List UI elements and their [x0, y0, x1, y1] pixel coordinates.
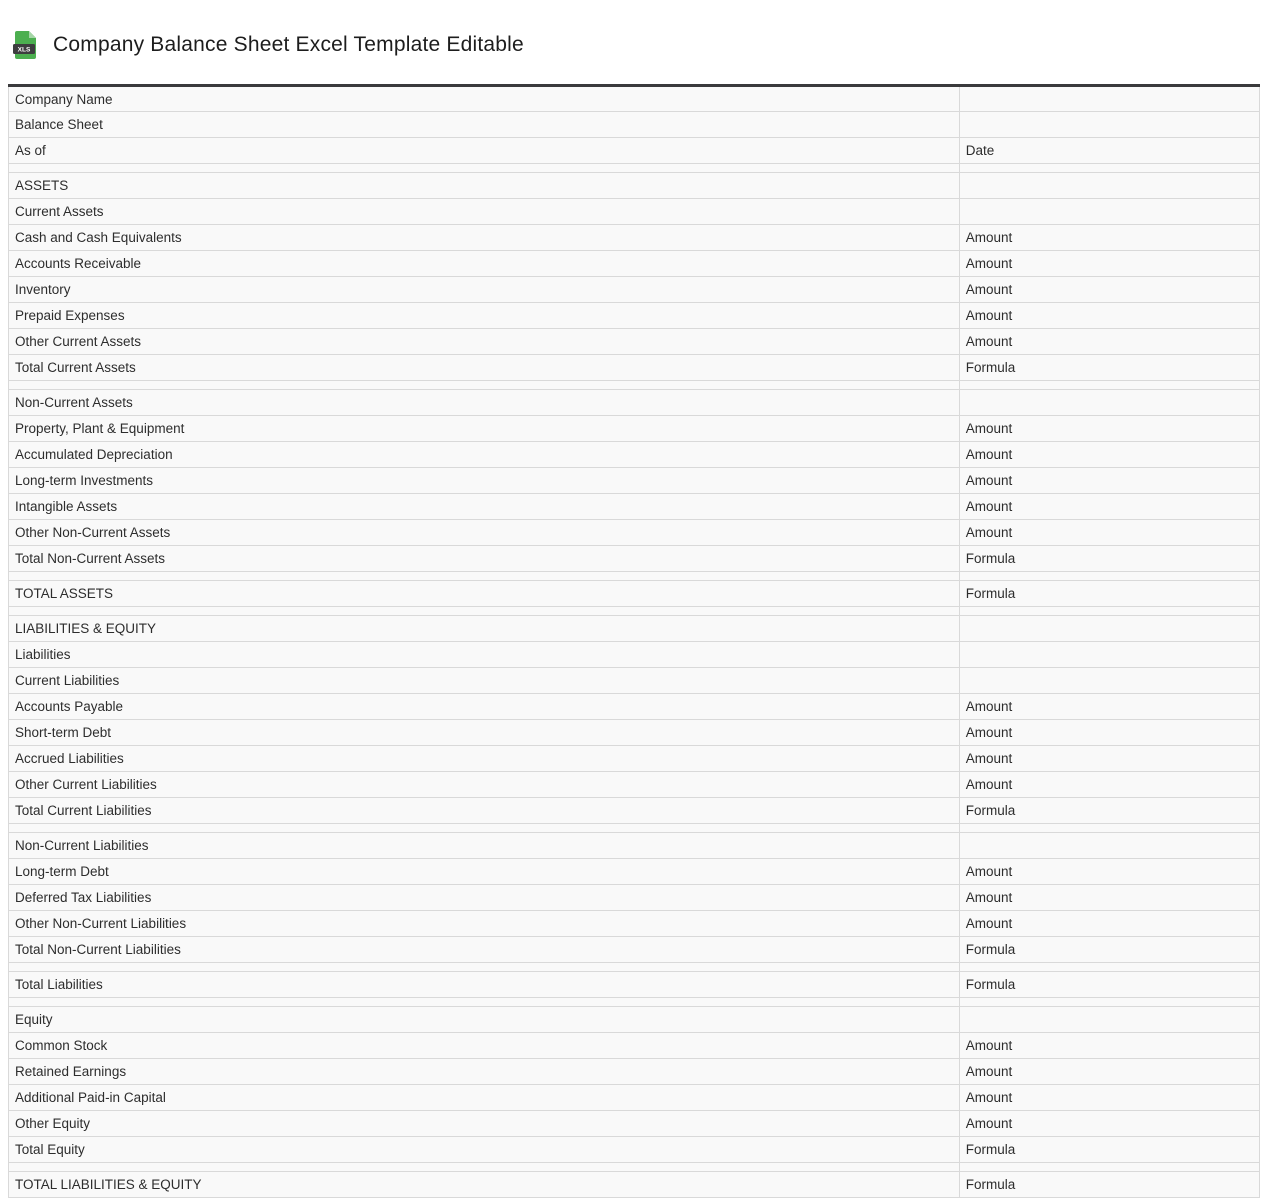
spacer-label-cell [9, 381, 960, 390]
row-value-cell[interactable]: Amount [959, 277, 1259, 303]
table-row [9, 494, 1260, 520]
spacer-value-cell [959, 381, 1259, 390]
row-label-cell[interactable]: Equity [9, 1007, 960, 1033]
table-row [9, 1111, 1260, 1137]
spacer-value-cell [959, 963, 1259, 972]
row-value-cell[interactable]: Amount [959, 225, 1259, 251]
row-value-cell[interactable]: Amount [959, 520, 1259, 546]
row-label-cell[interactable]: Accumulated Depreciation [9, 442, 960, 468]
table-row [9, 668, 1260, 694]
row-label-cell[interactable]: Current Assets [9, 199, 960, 225]
row-value-cell[interactable]: Formula [959, 1172, 1259, 1198]
table-row [9, 833, 1260, 859]
row-value-cell[interactable]: Amount [959, 494, 1259, 520]
table-row [9, 1033, 1260, 1059]
row-label-cell[interactable]: Deferred Tax Liabilities [9, 885, 960, 911]
row-label-cell[interactable]: Prepaid Expenses [9, 303, 960, 329]
row-label-cell[interactable]: Additional Paid-in Capital [9, 1085, 960, 1111]
row-label-cell[interactable]: Long-term Investments [9, 468, 960, 494]
row-value-cell[interactable]: Formula [959, 1137, 1259, 1163]
row-label-cell[interactable]: Company Name [9, 86, 960, 112]
spacer-row [9, 164, 1260, 173]
table-row [9, 303, 1260, 329]
row-value-cell[interactable] [959, 1007, 1259, 1033]
row-value-cell[interactable]: Amount [959, 1085, 1259, 1111]
row-value-cell[interactable] [959, 112, 1259, 138]
row-label-cell[interactable]: Other Current Assets [9, 329, 960, 355]
table-row [9, 1007, 1260, 1033]
table-row [9, 225, 1260, 251]
table-row [9, 546, 1260, 572]
row-label-cell[interactable]: Inventory [9, 277, 960, 303]
table-row [9, 1172, 1260, 1198]
row-label-cell[interactable]: Short-term Debt [9, 720, 960, 746]
table-row [9, 972, 1260, 998]
spacer-label-cell [9, 164, 960, 173]
row-value-cell[interactable]: Amount [959, 746, 1259, 772]
table-row [9, 468, 1260, 494]
balance-sheet-table-body [9, 86, 1260, 1198]
file-fold-shape [29, 31, 36, 38]
balance-sheet-table [8, 84, 1260, 1198]
row-value-cell[interactable]: Formula [959, 972, 1259, 998]
spacer-row [9, 381, 1260, 390]
table-row [9, 1137, 1260, 1163]
row-value-cell[interactable]: Formula [959, 355, 1259, 381]
row-label-cell[interactable]: Cash and Cash Equivalents [9, 225, 960, 251]
table-row [9, 1059, 1260, 1085]
table-row [9, 911, 1260, 937]
row-value-cell[interactable]: Amount [959, 329, 1259, 355]
row-value-cell[interactable] [959, 86, 1259, 112]
row-label-cell[interactable]: Balance Sheet [9, 112, 960, 138]
row-value-cell[interactable]: Amount [959, 303, 1259, 329]
row-value-cell[interactable] [959, 173, 1259, 199]
row-value-cell[interactable]: Amount [959, 885, 1259, 911]
spacer-label-cell [9, 572, 960, 581]
row-value-cell[interactable]: Formula [959, 581, 1259, 607]
table-row [9, 355, 1260, 381]
table-row [9, 798, 1260, 824]
table-row [9, 772, 1260, 798]
row-value-cell[interactable]: Amount [959, 911, 1259, 937]
table-row [9, 616, 1260, 642]
file-badge-label: XLS [17, 46, 31, 54]
spacer-value-cell [959, 1163, 1259, 1172]
row-value-cell[interactable] [959, 668, 1259, 694]
spacer-row [9, 1163, 1260, 1172]
xls-file-icon [12, 30, 38, 60]
row-value-cell[interactable]: Amount [959, 859, 1259, 885]
spacer-label-cell [9, 1163, 960, 1172]
table-row [9, 746, 1260, 772]
row-label-cell[interactable]: Common Stock [9, 1033, 960, 1059]
table-row [9, 442, 1260, 468]
row-label-cell[interactable]: Property, Plant & Equipment [9, 416, 960, 442]
spacer-row [9, 824, 1260, 833]
row-value-cell[interactable] [959, 616, 1259, 642]
row-value-cell[interactable]: Amount [959, 251, 1259, 277]
row-value-cell[interactable]: Amount [959, 1059, 1259, 1085]
row-label-cell[interactable]: Long-term Debt [9, 859, 960, 885]
row-label-cell[interactable]: Total Current Liabilities [9, 798, 960, 824]
row-label-cell[interactable]: Accounts Receivable [9, 251, 960, 277]
spacer-value-cell [959, 998, 1259, 1007]
table-row [9, 251, 1260, 277]
spacer-value-cell [959, 164, 1259, 173]
row-label-cell[interactable]: Other Equity [9, 1111, 960, 1137]
row-value-cell[interactable]: Amount [959, 416, 1259, 442]
table-row [9, 694, 1260, 720]
row-value-cell[interactable]: Formula [959, 546, 1259, 572]
row-value-cell[interactable]: Amount [959, 772, 1259, 798]
table-row [9, 112, 1260, 138]
spacer-value-cell [959, 572, 1259, 581]
row-label-cell[interactable]: Accrued Liabilities [9, 746, 960, 772]
table-row [9, 720, 1260, 746]
row-label-cell[interactable]: TOTAL ASSETS [9, 581, 960, 607]
spacer-row [9, 607, 1260, 616]
spacer-row [9, 998, 1260, 1007]
row-value-cell[interactable]: Amount [959, 468, 1259, 494]
row-label-cell[interactable]: Liabilities [9, 642, 960, 668]
table-row [9, 937, 1260, 963]
table-row [9, 885, 1260, 911]
row-label-cell[interactable]: Other Non-Current Liabilities [9, 911, 960, 937]
row-label-cell[interactable]: Retained Earnings [9, 1059, 960, 1085]
spacer-label-cell [9, 963, 960, 972]
row-label-cell[interactable]: Current Liabilities [9, 668, 960, 694]
row-label-cell[interactable]: Total Liabilities [9, 972, 960, 998]
row-label-cell[interactable]: Non-Current Assets [9, 390, 960, 416]
spacer-row [9, 963, 1260, 972]
row-label-cell[interactable]: Total Non-Current Assets [9, 546, 960, 572]
spacer-label-cell [9, 824, 960, 833]
table-row [9, 390, 1260, 416]
spacer-label-cell [9, 607, 960, 616]
row-value-cell[interactable] [959, 642, 1259, 668]
row-label-cell[interactable]: TOTAL LIABILITIES & EQUITY [9, 1172, 960, 1198]
row-label-cell[interactable]: As of [9, 138, 960, 164]
spacer-value-cell [959, 607, 1259, 616]
table-row [9, 199, 1260, 225]
spacer-label-cell [9, 998, 960, 1007]
row-value-cell[interactable]: Amount [959, 442, 1259, 468]
table-row [9, 173, 1260, 199]
row-value-cell[interactable] [959, 199, 1259, 225]
row-value-cell[interactable]: Amount [959, 1033, 1259, 1059]
row-value-cell[interactable] [959, 390, 1259, 416]
row-value-cell[interactable]: Amount [959, 720, 1259, 746]
page-header [0, 0, 1262, 59]
table-row [9, 138, 1260, 164]
table-row [9, 329, 1260, 355]
row-label-cell[interactable]: Total Equity [9, 1137, 960, 1163]
row-value-cell[interactable]: Amount [959, 1111, 1259, 1137]
table-row [9, 859, 1260, 885]
row-label-cell[interactable]: ASSETS [9, 173, 960, 199]
row-label-cell[interactable]: Accounts Payable [9, 694, 960, 720]
table-row [9, 416, 1260, 442]
row-label-cell[interactable]: Total Non-Current Liabilities [9, 937, 960, 963]
row-label-cell[interactable]: Other Current Liabilities [9, 772, 960, 798]
table-row [9, 581, 1260, 607]
row-label-cell[interactable]: LIABILITIES & EQUITY [9, 616, 960, 642]
spacer-value-cell [959, 824, 1259, 833]
row-value-cell[interactable]: Date [959, 138, 1259, 164]
table-row [9, 277, 1260, 303]
spacer-row [9, 572, 1260, 581]
table-row [9, 520, 1260, 546]
row-label-cell[interactable]: Intangible Assets [9, 494, 960, 520]
row-label-cell[interactable]: Other Non-Current Assets [9, 520, 960, 546]
row-value-cell[interactable]: Amount [959, 694, 1259, 720]
table-row [9, 642, 1260, 668]
page-title: Company Balance Sheet Excel Template Editable [53, 33, 524, 56]
row-label-cell[interactable]: Total Current Assets [9, 355, 960, 381]
table-row [9, 1085, 1260, 1111]
row-value-cell[interactable]: Formula [959, 937, 1259, 963]
row-value-cell[interactable]: Formula [959, 798, 1259, 824]
table-row [9, 86, 1260, 112]
row-label-cell[interactable]: Non-Current Liabilities [9, 833, 960, 859]
row-value-cell[interactable] [959, 833, 1259, 859]
